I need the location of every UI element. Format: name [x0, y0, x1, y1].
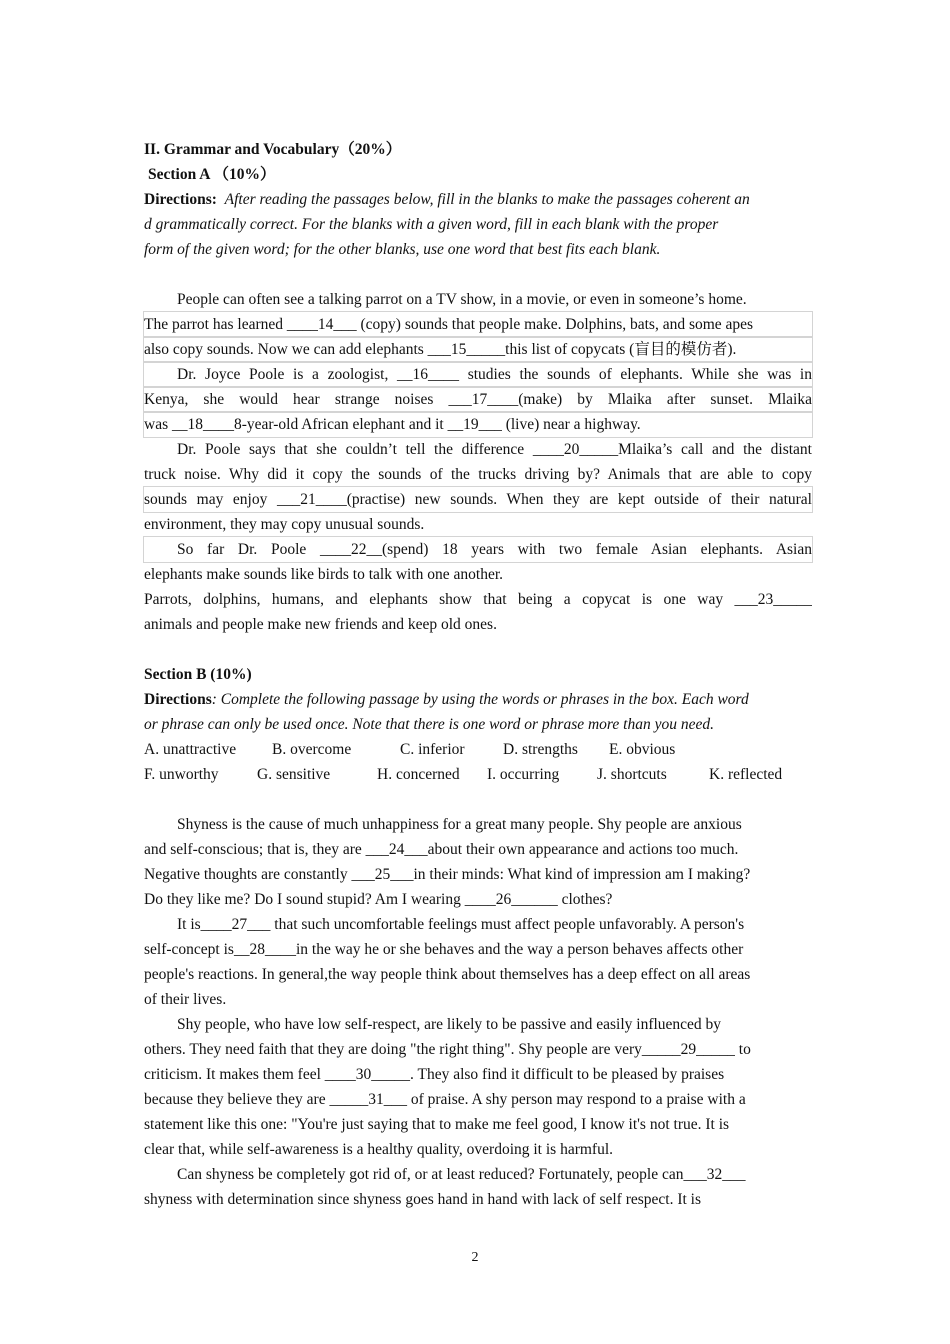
passage-a-line: The parrot has learned ____14___ (copy) sounds that people make. Dolphins, bats, and some apes — [144, 312, 812, 337]
directions-label: Directions: — [144, 191, 217, 208]
word-option: K. reflected — [709, 766, 783, 783]
section-a-directions-line-1 — [144, 187, 812, 212]
passage-b-line: Shyness is the cause of much unhappiness for a great many people. Shy people are anxious — [177, 816, 742, 833]
passage-a-line: Parrots, dolphins, humans, and elephants show that being a copycat is one way ___23_____ — [144, 591, 812, 608]
word-option: D. strengths — [503, 741, 578, 758]
word-option: C. inferior — [400, 741, 465, 758]
passage-b-line: self-concept is__28____in the way he or she behaves and the way a person behaves affects other — [144, 941, 744, 958]
section-a-directions-line-3: form of the given word; for the other blanks, use one word that best fits each blank. — [144, 241, 661, 258]
spacer — [144, 262, 812, 287]
section-a-directions-line-2: d grammatically correct. For the blanks with a given word, fill in each blank with the proper — [144, 216, 719, 233]
word-option: G. sensitive — [257, 766, 331, 783]
word-option: F. unworthy — [144, 766, 219, 783]
spacer — [144, 787, 812, 812]
word-option: H. concerned — [377, 766, 460, 783]
passage-a-line: truck noise. Why did it copy the sounds of the trucks driving by? Animals that are able to copy — [144, 466, 812, 483]
passage-b-line: It is____27___ that such uncomfortable feelings must affect people unfavorably. A person's — [177, 916, 745, 933]
passage-a-line: Dr. Joyce Poole is a zoologist, __16____ studies the sounds of elephants. While she was in — [144, 362, 812, 387]
passage-b-line: others. They need faith that they are doing "the right thing". Shy people are very_____29_____ to — [144, 1041, 751, 1058]
passage-b-line: criticism. It makes them feel ____30_____. They also find it difficult to be pleased by praises — [144, 1066, 725, 1083]
passage-a-line: animals and people make new friends and keep old ones. — [144, 616, 497, 633]
passage-a-line: Dr. Poole says that she couldn’t tell the difference ____20_____Mlaika’s call and the distant — [177, 441, 812, 458]
passage-b-line: Do they like me? Do I sound stupid? Am I wearing ____26______ clothes? — [144, 891, 613, 908]
passage-b-line: of their lives. — [144, 991, 227, 1008]
passage-a-line: So far Dr. Poole ____22__(spend) 18 years with two female Asian elephants. Asian — [144, 537, 812, 562]
page-number: 2 — [471, 1250, 479, 1265]
word-options-row-2 — [144, 762, 812, 787]
section-b-title: Section B (10%) — [144, 666, 252, 683]
passage-a-line: sounds may enjoy ___21____(practise) new sounds. When they are kept outside of their natural — [144, 487, 812, 512]
passage-b-line: Can shyness be completely got rid of, or at least reduced? Fortunately, people can___32___ — [177, 1166, 746, 1183]
word-option: B. overcome — [272, 741, 352, 758]
passage-a-line: environment, they may copy unusual sounds. — [144, 516, 425, 533]
word-option: I. occurring — [487, 766, 560, 783]
passage-a-line: also copy sounds. Now we can add elephants ___15_____this list of copycats (盲目的模仿者). — [144, 337, 812, 362]
directions-text: After reading the passages below, fill in the blanks to make the passages coherent an — [224, 191, 750, 208]
word-option: A. unattractive — [144, 741, 237, 758]
document-page — [144, 137, 812, 1212]
section-heading: II. Grammar and Vocabulary（20%） — [144, 141, 402, 158]
passage-a-line: People can often see a talking parrot on a TV show, in a movie, or even in someone’s home. — [177, 291, 747, 308]
spacer — [144, 637, 812, 662]
section-a-title: Section A （10%） — [148, 166, 276, 183]
section-b-directions-line-1 — [144, 687, 812, 712]
directions-text: : Complete the following passage by using the words or phrases in the box. Each word — [211, 691, 749, 708]
section-b-directions-line-2: or phrase can only be used once. Note that there is one word or phrase more than you need. — [144, 716, 714, 733]
passage-a-line: Kenya, she would hear strange noises ___17____(make) by Mlaika after sunset. Mlaika — [144, 387, 812, 412]
word-option: E. obvious — [609, 741, 676, 758]
directions-label: Directions — [144, 691, 212, 708]
passage-b-line: and self-conscious; that is, they are ___24___about their own appearance and actions too much. — [144, 841, 739, 858]
passage-b-line: Negative thoughts are constantly ___25___in their minds: What kind of impression am I making? — [144, 866, 751, 883]
passage-a-line: elephants make sounds like birds to talk with one another. — [144, 566, 504, 583]
word-options-row-1 — [144, 737, 812, 762]
passage-b-line: people's reactions. In general,the way people think about themselves has a deep effect on all areas — [144, 966, 751, 983]
word-option: J. shortcuts — [597, 766, 667, 783]
passage-b-line: shyness with determination since shyness goes hand in hand with lack of self respect. It is — [144, 1191, 702, 1208]
passage-b-line: statement like this one: "You're just saying that to make me feel good, I know it's not true. It is — [144, 1116, 730, 1133]
passage-a-line: was __18____8-year-old African elephant and it __19___ (live) near a highway. — [144, 412, 812, 437]
passage-b-line: Shy people, who have low self-respect, are likely to be passive and easily influenced by — [177, 1016, 722, 1033]
passage-b-line: because they believe they are _____31___ of praise. A shy person may respond to a praise with a — [144, 1091, 746, 1108]
passage-b-line: clear that, while self-awareness is a healthy quality, overdoing it is harmful. — [144, 1141, 614, 1158]
